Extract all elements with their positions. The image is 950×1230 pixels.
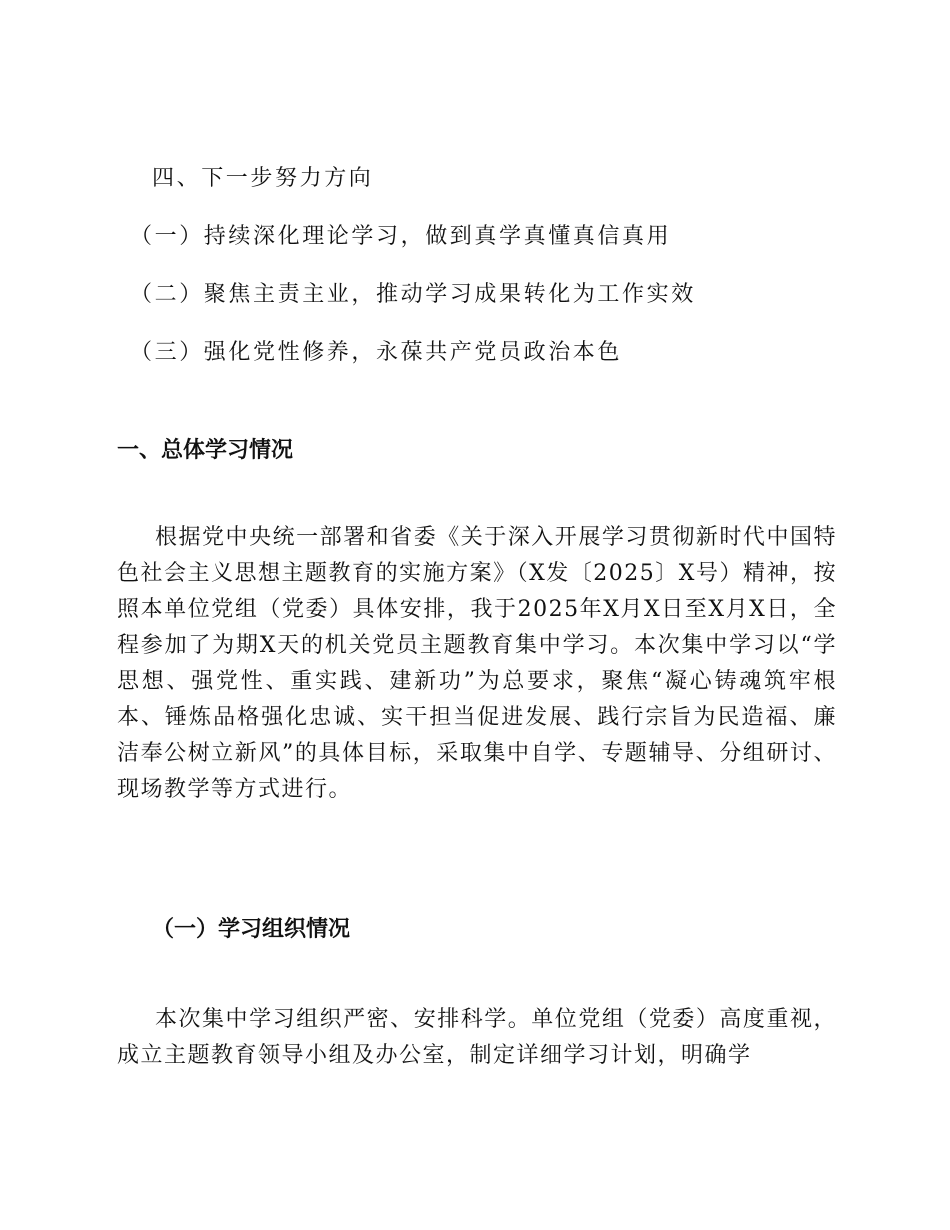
outline-item-3: （三）强化党性修养，永葆共产党员政治本色 [130, 340, 623, 365]
outline-item-2: （二）聚焦主责主业，推动学习成果转化为工作实效 [130, 282, 696, 307]
section-one-paragraph: 根据党中央统一部署和省委《关于深入开展学习贯彻新时代中国特色社会主义思想主题教育的实施方案》（X发〔2025〕X号）精神，按照本单位党组（党委）具体安排，我于2025年X月X日至X月X日，全程参加了为期X天的机关党员主题教育集中学习。本次集中学习以“学思想、强党性、重实践、建新功”为总要求，聚焦“凝心铸魂筑牢根本、锤炼品格强化忠诚、实干担当促进发展、践行宗旨为民造福、廉洁奉公树立新风”的具体目标，采取集中自学、专题辅导、分组研讨、现场教学等方式进行。 [117, 525, 837, 802]
section-one-heading: 一、总体学习情况 [117, 438, 294, 463]
outline-item-1: （一）持续深化理论学习，做到真学真懂真信真用 [130, 224, 672, 249]
subsection-one-paragraph: 本次集中学习组织严密、安排科学。单位党组（党委）高度重视，成立主题教育领导小组及办公室，制定详细学习计划，明确学 [117, 1007, 837, 1068]
subsection-one-heading: （一）学习组织情况 [152, 917, 351, 942]
section-four-title: 四、下一步努力方向 [152, 166, 374, 191]
